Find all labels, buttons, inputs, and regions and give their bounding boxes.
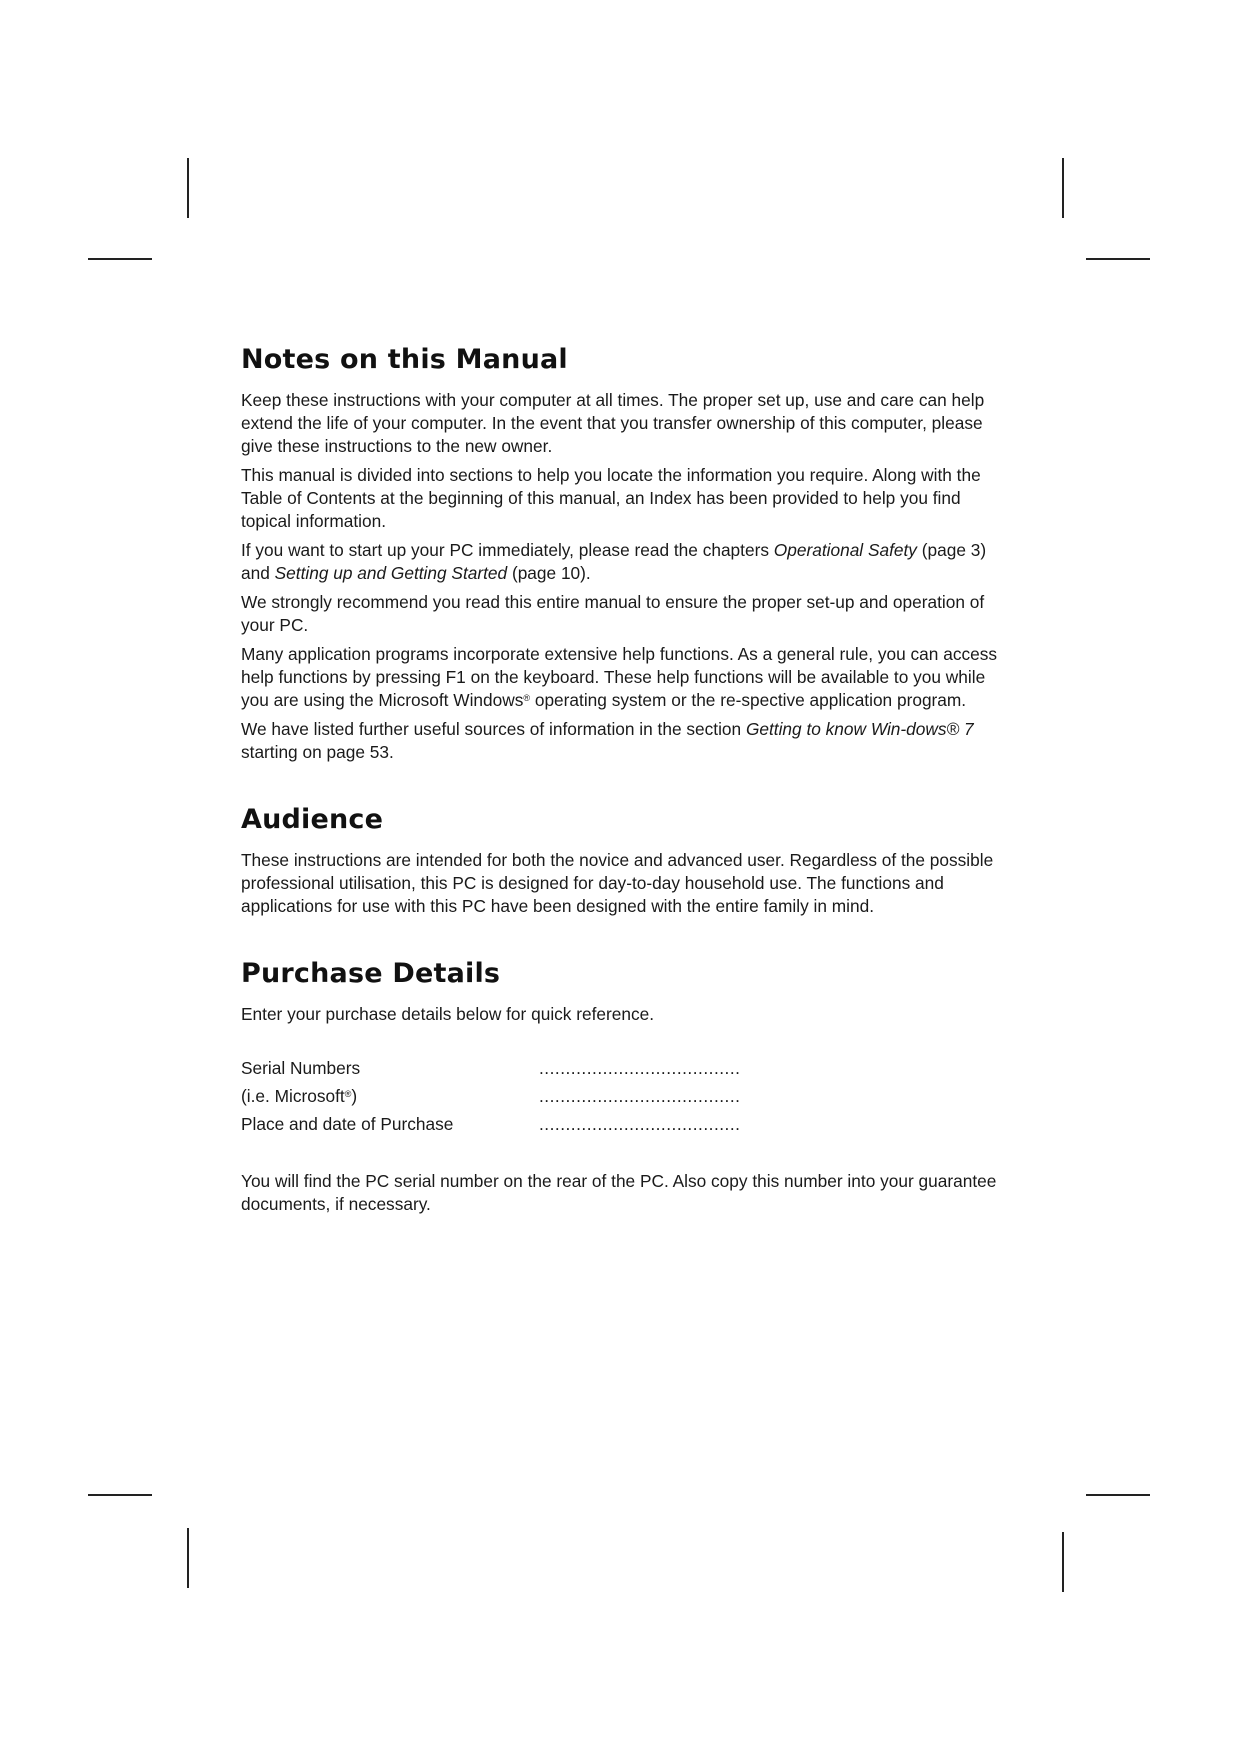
detail-label: (i.e. Microsoft®) bbox=[241, 1086, 358, 1106]
detail-fill-line[interactable]: ...................................... bbox=[539, 1086, 741, 1106]
detail-row-serial bbox=[241, 1054, 1001, 1082]
crop-mark-bottom-right-vertical bbox=[1062, 1532, 1064, 1592]
purchase-details-table bbox=[241, 1054, 1001, 1138]
crop-mark-top-right-vertical bbox=[1062, 158, 1064, 218]
notes-heading: Notes on this Manual bbox=[241, 344, 568, 375]
crop-mark-top-right-horizontal bbox=[1086, 258, 1150, 260]
crop-mark-bottom-left-horizontal bbox=[88, 1494, 152, 1496]
notes-paragraph-5: Many application programs incorporate extensive help functions. As a general rule, you can access help functions by pressing F1 on the keyboard. These help functions will be available to you while you are using the Microsoft Windows® operating system or the re-spective application program. bbox=[241, 644, 997, 710]
crop-mark-top-left-vertical bbox=[187, 158, 189, 218]
notes-paragraph-3: If you want to start up your PC immediately, please read the chapters Operational Safety (page 3) and Setting up and Getting Started (page 10). bbox=[241, 540, 987, 583]
notes-paragraph-4: We strongly recommend you read this entire manual to ensure the proper set-up and operation of your PC. bbox=[241, 592, 985, 635]
audience-paragraph: These instructions are intended for both the novice and advanced user. Regardless of the possible professional utilisation, this PC is designed for day-to-day household use. The functions and applications for use with this PC have been designed with the entire family in mind. bbox=[241, 850, 994, 916]
audience-heading: Audience bbox=[241, 804, 384, 835]
setting-up-reference: Setting up and Getting Started bbox=[274, 563, 508, 583]
crop-mark-bottom-left-vertical bbox=[187, 1528, 189, 1588]
notes-paragraph-1: Keep these instructions with your computer at all times. The proper set up, use and care can help extend the life of your computer. In the event that you transfer ownership of this computer, please give these instructions to the new owner. bbox=[241, 390, 985, 456]
detail-row-microsoft bbox=[241, 1082, 1001, 1110]
purchase-intro: Enter your purchase details below for quick reference. bbox=[241, 1004, 655, 1024]
operational-safety-reference: Operational Safety bbox=[773, 540, 917, 560]
detail-label: Serial Numbers bbox=[241, 1058, 361, 1078]
detail-fill-line[interactable]: ...................................... bbox=[539, 1114, 741, 1134]
notes-paragraph-2: This manual is divided into sections to help you locate the information you require. Along with the Table of Contents at the beginning of this manual, an Index has been provided to help you find topical information. bbox=[241, 465, 981, 531]
detail-fill-line[interactable]: ...................................... bbox=[539, 1058, 741, 1078]
getting-to-know-windows-reference: Getting to know Win-dows® 7 bbox=[745, 719, 974, 739]
manual-page-content bbox=[241, 330, 1001, 1222]
detail-row-place-date bbox=[241, 1110, 1001, 1138]
notes-paragraph-6: We have listed further useful sources of information in the section Getting to know Win-dows® 7 starting on page 53. bbox=[241, 719, 974, 762]
crop-mark-top-left-horizontal bbox=[88, 258, 152, 260]
detail-label: Place and date of Purchase bbox=[241, 1114, 454, 1134]
purchase-footer: You will find the PC serial number on the rear of the PC. Also copy this number into your guarantee documents, if necessary. bbox=[241, 1171, 997, 1214]
purchase-heading: Purchase Details bbox=[241, 958, 501, 989]
crop-mark-bottom-right-horizontal bbox=[1086, 1494, 1150, 1496]
